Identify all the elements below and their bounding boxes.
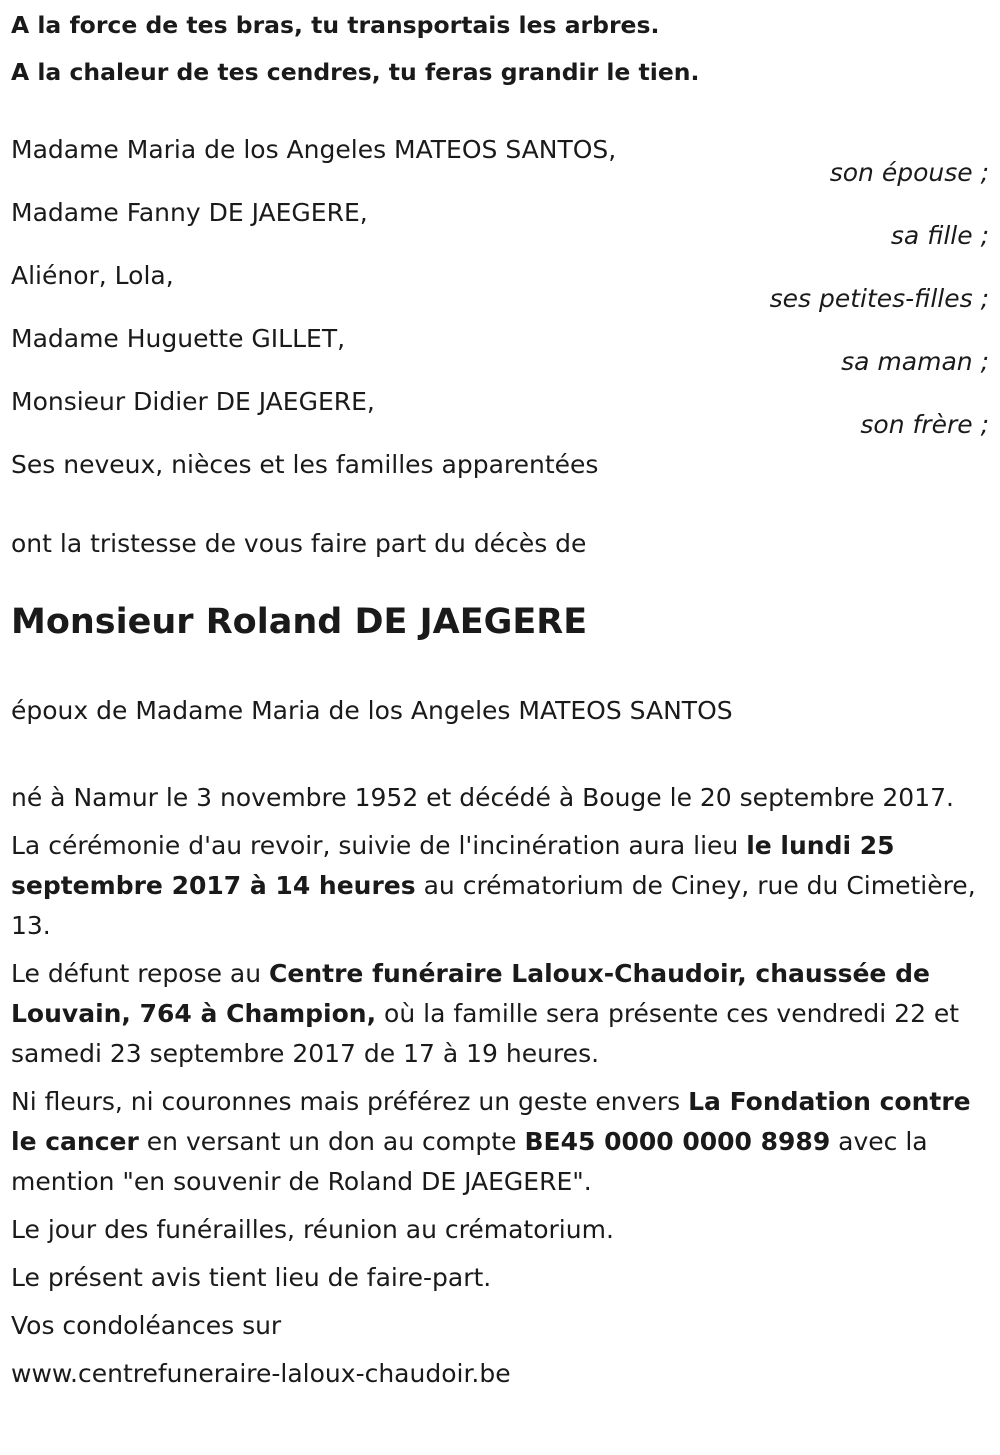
ceremony-location: au crématorium de Ciney, rue du Cimetière, 13. [11,871,976,940]
epigraph-line-2: A la chaleur de tes cendres, tu feras grandir le tien. [11,58,700,86]
family-member-name: Madame Huguette GILLET, [11,324,346,353]
donation-text-middle: en versant un don au compte [138,1127,525,1156]
spouse-line: époux de Madame Maria de los Angeles MATEOS SANTOS [11,696,733,725]
obituary-page [11,0,989,1394]
repose-text: Le défunt repose au [11,959,270,988]
donation-mention: avec la mention "en souvenir de Roland DE JAEGERE". [11,1127,928,1196]
family-member-relation: ses petites-filles ; [769,284,989,313]
donation-text: Ni fleurs, ni couronnes mais préférez un geste envers [11,1087,689,1116]
notice-line: Le présent avis tient lieu de faire-part. [11,1263,492,1292]
family-member-relation: son épouse ; [829,158,989,187]
family-member-relation: sa fille ; [890,221,989,250]
deceased-name: Monsieur Roland DE JAEGERE [11,602,588,642]
repose-location: Centre funéraire Laloux-Chaudoir, chaussée de Louvain, 764 à Champion, [11,959,930,1028]
ceremony-date: le lundi 25 septembre 2017 à 14 heures [11,831,895,900]
ceremony-text: La cérémonie d'au revoir, suivie de l'incinération aura lieu [11,831,747,860]
birth-death-paragraph: né à Namur le 3 novembre 1952 et décédé à Bouge le 20 septembre 2017. [11,783,954,812]
family-item [11,197,989,260]
epigraph-line-1: A la force de tes bras, tu transportais les arbres. [11,11,660,39]
ceremony-paragraph [11,826,989,946]
family-member-relation: sa maman ; [841,347,989,376]
donation-foundation: La Fondation contre le cancer [11,1087,971,1156]
family-item [11,386,989,449]
family-item [11,260,989,323]
donation-paragraph [11,1082,989,1202]
condolences-line: Vos condoléances sur [11,1311,282,1340]
family-list [11,134,989,481]
repose-visiting-hours: où la famille sera présente ces vendredi 22 et samedi 23 septembre 2017 de 17 à 19 heures. [11,999,960,1068]
family-item [11,323,989,386]
funeral-meeting-line: Le jour des funérailles, réunion au crématorium. [11,1215,614,1244]
announcement-intro: ont la tristesse de vous faire part du décès de [11,529,587,558]
epigraph [11,0,989,96]
family-item [11,134,989,197]
extended-family-line: Ses neveux, nièces et les familles apparentées [11,450,599,479]
family-member-relation: son frère ; [860,410,989,439]
family-member-name: Madame Fanny DE JAEGERE, [11,198,368,227]
family-member-name: Monsieur Didier DE JAEGERE, [11,387,375,416]
donation-account: BE45 0000 0000 8989 [524,1127,831,1156]
family-member-name: Madame Maria de los Angeles MATEOS SANTOS, [11,135,617,164]
family-member-name: Aliénor, Lola, [11,261,174,290]
condolences-website-link[interactable]: www.centrefuneraire-laloux-chaudoir.be [11,1359,511,1388]
repose-paragraph [11,954,989,1074]
